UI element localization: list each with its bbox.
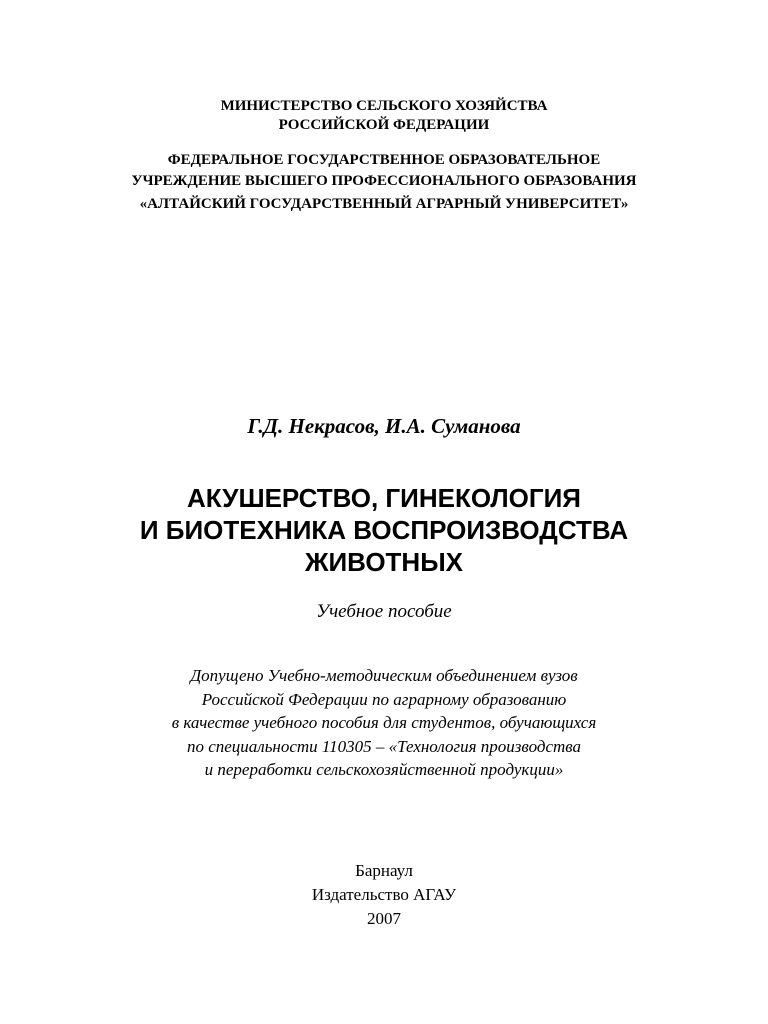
subtitle-text: Учебное пособие bbox=[316, 601, 452, 622]
book-title bbox=[0, 482, 768, 578]
title-line: И БИОТЕХНИКА ВОСПРОИЗВОДСТВА bbox=[139, 515, 629, 545]
approval-line: в качестве учебного пособия для студентов, обучающихся bbox=[171, 713, 597, 732]
approval-line: по специальности 110305 – «Технология производства bbox=[186, 736, 582, 756]
book-subtitle bbox=[0, 600, 768, 624]
institution-line: ФЕДЕРАЛЬНОЕ ГОСУДАРСТВЕННОЕ ОБРАЗОВАТЕЛЬНОЕ bbox=[167, 152, 601, 168]
approval-line: и переработки сельскохозяйственной продукции» bbox=[204, 760, 564, 779]
title-line: ЖИВОТНЫХ bbox=[305, 547, 463, 577]
ministry-line: РОССИЙСКОЙ ФЕДЕРАЦИИ bbox=[278, 117, 490, 133]
ministry-header bbox=[0, 97, 768, 135]
imprint-publisher: Издательство АГАУ bbox=[311, 885, 457, 904]
approval-line: Допущено Учебно-методическим объединением вузов bbox=[190, 666, 578, 685]
title-line: АКУШЕРСТВО, ГИНЕКОЛОГИЯ bbox=[186, 483, 581, 513]
university-name: «АЛТАЙСКИЙ ГОСУДАРСТВЕННЫЙ АГРАРНЫЙ УНИВЕРСИТЕТ» bbox=[139, 196, 629, 212]
imprint-year: 2007 bbox=[367, 909, 401, 928]
institution-header bbox=[0, 150, 768, 215]
approval-note bbox=[0, 664, 768, 782]
institution-line: УЧРЕЖДЕНИЕ ВЫСШЕГО ПРОФЕССИОНАЛЬНОГО ОБРАЗОВАНИЯ bbox=[131, 173, 637, 189]
authors-text: Г.Д. Некрасов, И.А. Суманова bbox=[247, 414, 521, 438]
imprint-city: Барнаул bbox=[355, 861, 413, 880]
imprint bbox=[0, 859, 768, 931]
approval-line: Российской Федерации по аграрному образованию bbox=[201, 689, 567, 709]
ministry-line: МИНИСТЕРСТВО СЕЛЬСКОГО ХОЗЯЙСТВА bbox=[220, 98, 548, 114]
authors bbox=[0, 412, 768, 440]
